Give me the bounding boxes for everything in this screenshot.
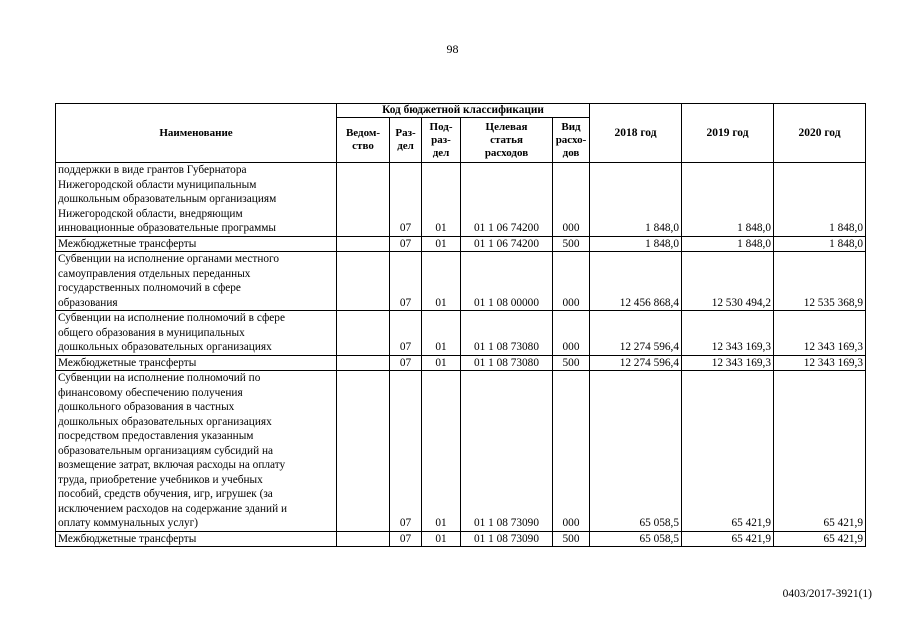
row-podrazdel: 01 — [422, 371, 461, 532]
row-razdel: 07 — [390, 163, 422, 237]
table-row — [56, 311, 866, 356]
row-tselevaya: 01 1 08 73080 — [461, 355, 553, 371]
row-2018: 1 848,0 — [590, 236, 682, 252]
row-2019: 1 848,0 — [682, 163, 774, 237]
row-tselevaya: 01 1 06 74200 — [461, 163, 553, 237]
row-podrazdel: 01 — [422, 531, 461, 547]
row-2019: 12 343 169,3 — [682, 355, 774, 371]
header-vid: Вид расхо- дов — [553, 118, 590, 163]
header-vedomstvo: Ведом- ство — [337, 118, 390, 163]
header-name: Наименование — [56, 104, 337, 163]
row-2019: 1 848,0 — [682, 236, 774, 252]
row-podrazdel: 01 — [422, 311, 461, 356]
row-2018: 12 274 596,4 — [590, 311, 682, 356]
row-tselevaya: 01 1 08 73090 — [461, 531, 553, 547]
row-2018: 65 058,5 — [590, 531, 682, 547]
row-name: Межбюджетные трансферты — [56, 531, 337, 547]
table-row — [56, 163, 866, 237]
row-podrazdel: 01 — [422, 163, 461, 237]
header-podrazdel: Под- раз- дел — [422, 118, 461, 163]
row-2020: 65 421,9 — [774, 371, 866, 532]
row-name: поддержки в виде грантов Губернатора Нижегородской области муниципальным дошкольным образовательным организациям Нижегородской области, внедряющим инновационные образовательные программы — [56, 163, 337, 237]
row-vedomstvo — [337, 371, 390, 532]
row-tselevaya: 01 1 08 73080 — [461, 311, 553, 356]
row-2018: 65 058,5 — [590, 371, 682, 532]
table-row — [56, 371, 866, 532]
row-podrazdel: 01 — [422, 355, 461, 371]
row-2020: 12 343 169,3 — [774, 311, 866, 356]
row-2018: 12 274 596,4 — [590, 355, 682, 371]
row-vid: 500 — [553, 355, 590, 371]
row-razdel: 07 — [390, 311, 422, 356]
row-name: Субвенции на исполнение полномочий по финансовому обеспечению получения дошкольного образования в частных дошкольных образовательных организациях посредством предоставления указанным образовательным организациям субсидий на возмещение затрат, включая расходы на оплату труда, приобретение учебников и учебных пособий, средств обучения, игр, игрушек (за исключением расходов на содержание зданий и оплату коммунальных услуг) — [56, 371, 337, 532]
header-2019: 2019 год — [682, 104, 774, 163]
row-2020: 12 535 368,9 — [774, 252, 866, 311]
row-podrazdel: 01 — [422, 236, 461, 252]
row-vedomstvo — [337, 531, 390, 547]
row-2018: 12 456 868,4 — [590, 252, 682, 311]
row-name: Субвенции на исполнение полномочий в сфере общего образования в муниципальных дошкольных образовательных организациях — [56, 311, 337, 356]
document-code: 0403/2017-3921(1) — [782, 588, 872, 600]
table-body — [56, 163, 866, 547]
row-vid: 500 — [553, 531, 590, 547]
row-vid: 500 — [553, 236, 590, 252]
row-vedomstvo — [337, 163, 390, 237]
row-razdel: 07 — [390, 371, 422, 532]
row-2019: 65 421,9 — [682, 371, 774, 532]
row-name: Субвенции на исполнение органами местного самоуправления отдельных переданных государственных полномочий в сфере образования — [56, 252, 337, 311]
header-tselevaya: Целевая статья расходов — [461, 118, 553, 163]
header-code-group: Код бюджетной классификации — [337, 104, 590, 118]
row-vid: 000 — [553, 371, 590, 532]
row-2019: 12 530 494,2 — [682, 252, 774, 311]
table-row — [56, 355, 866, 371]
row-vid: 000 — [553, 252, 590, 311]
row-vid: 000 — [553, 163, 590, 237]
row-razdel: 07 — [390, 236, 422, 252]
row-vedomstvo — [337, 236, 390, 252]
table-row — [56, 252, 866, 311]
row-razdel: 07 — [390, 531, 422, 547]
table-header — [56, 104, 866, 163]
row-2020: 1 848,0 — [774, 236, 866, 252]
row-name: Межбюджетные трансферты — [56, 355, 337, 371]
row-tselevaya: 01 1 08 00000 — [461, 252, 553, 311]
row-vedomstvo — [337, 252, 390, 311]
row-2020: 65 421,9 — [774, 531, 866, 547]
row-razdel: 07 — [390, 252, 422, 311]
header-2020: 2020 год — [774, 104, 866, 163]
row-2020: 12 343 169,3 — [774, 355, 866, 371]
header-2018: 2018 год — [590, 104, 682, 163]
row-razdel: 07 — [390, 355, 422, 371]
row-vedomstvo — [337, 311, 390, 356]
header-razdel: Раз- дел — [390, 118, 422, 163]
row-name: Межбюджетные трансферты — [56, 236, 337, 252]
budget-table — [55, 103, 866, 547]
row-vid: 000 — [553, 311, 590, 356]
row-2018: 1 848,0 — [590, 163, 682, 237]
row-2020: 1 848,0 — [774, 163, 866, 237]
table-row — [56, 236, 866, 252]
page-number: 98 — [446, 42, 459, 56]
row-2019: 12 343 169,3 — [682, 311, 774, 356]
row-tselevaya: 01 1 08 73090 — [461, 371, 553, 532]
row-tselevaya: 01 1 06 74200 — [461, 236, 553, 252]
row-2019: 65 421,9 — [682, 531, 774, 547]
table-row — [56, 531, 866, 547]
row-podrazdel: 01 — [422, 252, 461, 311]
row-vedomstvo — [337, 355, 390, 371]
